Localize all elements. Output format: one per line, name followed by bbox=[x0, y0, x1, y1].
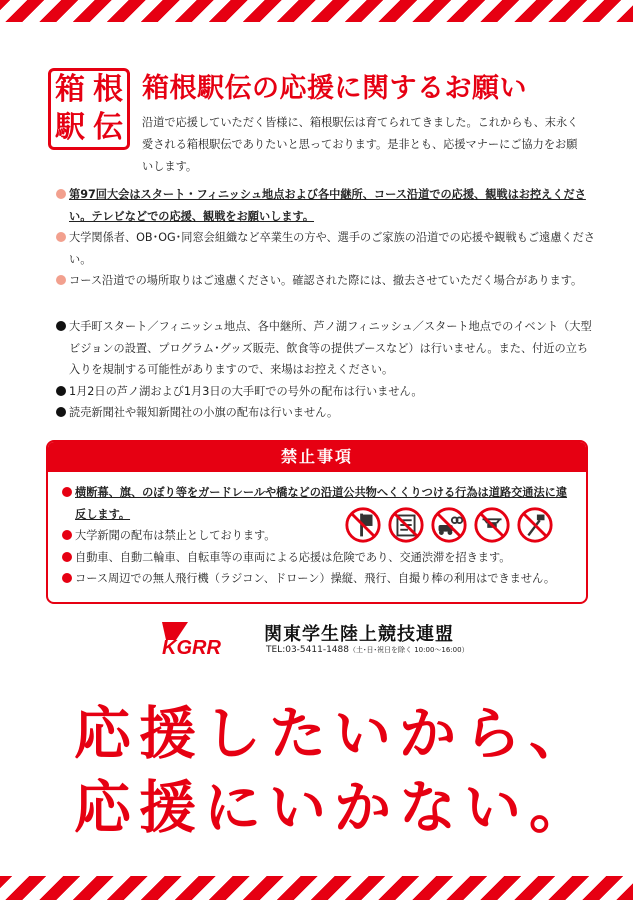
intro-text: 沿道で応援していただく皆様に、箱根駅伝は育てられてきました。これからも、末永く愛される箱根駅伝でありたいと思っております。是非とも、応援マナーにご協力をお願いします。 bbox=[142, 116, 579, 173]
list-item bbox=[56, 316, 596, 381]
organization-tel bbox=[266, 645, 469, 655]
list-item bbox=[56, 381, 596, 403]
notice-text: 読売新聞社や報知新聞社の小旗の配布は行いません。 bbox=[69, 406, 339, 419]
logo-char: 駅 bbox=[55, 110, 85, 145]
bullet-icon bbox=[56, 321, 66, 331]
tel-number: TEL:03-5411-1488 bbox=[266, 645, 349, 655]
notice-list bbox=[56, 316, 596, 424]
prohibited-box bbox=[46, 440, 588, 604]
no-vehicle-icon bbox=[430, 506, 468, 544]
list-item bbox=[62, 547, 577, 569]
prohibited-text: コース周辺での無人飛行機（ラジコン、ドローン）操縦、飛行、自撮り棒の利用はできません。 bbox=[75, 572, 556, 585]
top-hazard-stripe bbox=[0, 0, 633, 22]
prohibited-icons bbox=[344, 506, 554, 544]
page-title: 箱根駅伝の応援に関するお願い bbox=[142, 73, 527, 104]
list-item bbox=[56, 227, 596, 270]
hakone-ekiden-logo bbox=[48, 68, 130, 150]
no-drone-icon bbox=[473, 506, 511, 544]
kgrr-logo-text: KGRR bbox=[162, 637, 221, 658]
bullet-icon bbox=[62, 487, 72, 497]
request-text: 第97回大会はスタート・フィニッシュ地点および各中継所、コース沿道での応援、観戦はお控えください。テレビなどでの応援、観戦をお願いします。 bbox=[69, 188, 586, 223]
logo-char: 伝 bbox=[93, 110, 123, 145]
notice-text: 1月2日の芦ノ湖および1月3日の大手町での号外の配布は行いません。 bbox=[69, 384, 423, 398]
prohibited-title: 禁止事項 bbox=[48, 442, 586, 472]
list-item bbox=[56, 184, 596, 227]
list-item bbox=[62, 568, 577, 590]
slogan-line-2: 応援にいかない。 bbox=[74, 775, 594, 841]
list-item bbox=[56, 270, 596, 292]
list-item bbox=[56, 402, 596, 424]
bullet-icon bbox=[62, 530, 72, 540]
bottom-hazard-stripe bbox=[0, 876, 633, 900]
no-selfie-stick-icon bbox=[516, 506, 554, 544]
request-text: コース沿道での場所取りはご遠慮ください。確認された際には、撤去させていただく場合があります。 bbox=[69, 274, 583, 287]
request-text: 大学関係者、OB･OG･同窓会組織など卒業生の方や、選手のご家族の沿道での応援や観戦もご遠慮ください。 bbox=[69, 231, 595, 266]
bullet-icon bbox=[56, 275, 66, 285]
no-newspaper-icon bbox=[387, 506, 425, 544]
bullet-icon bbox=[56, 189, 66, 199]
bullet-icon bbox=[56, 386, 66, 396]
notice-text: 大手町スタート／フィニッシュ地点、各中継所、芦ノ湖フィニッシュ／スタート地点でのイベント（大型ビジョンの設置、プログラム･グッズ販売、飲食等の提供ブースなど）は行いません。また、付近の立ち入りを規制する可能性がありますので、来場はお控えください。 bbox=[69, 320, 592, 376]
bullet-icon bbox=[62, 573, 72, 583]
prohibited-text: 自動車、自動二輪車、自転車等の車両による応援は危険であり、交通渋滞を招きます。 bbox=[75, 550, 511, 564]
bullet-icon bbox=[56, 407, 66, 417]
organization-name: 関東学生陸上競技連盟 bbox=[264, 624, 454, 645]
bullet-icon bbox=[56, 232, 66, 242]
no-banner-icon bbox=[344, 506, 382, 544]
slogan-line-1: 応援したいから、 bbox=[74, 701, 594, 767]
prohibited-text: 横断幕、旗、のぼり等をガードレールや橋などの沿道公共物へくくりつける行為は道路交通法に違反します。 bbox=[75, 486, 568, 521]
tel-hours: （土･日･祝日を除く 10:00〜16:00） bbox=[349, 646, 469, 654]
logo-char: 根 bbox=[93, 72, 123, 107]
request-list bbox=[56, 184, 596, 292]
kgrr-logo bbox=[158, 618, 254, 658]
prohibited-text: 大学新聞の配布は禁止としております。 bbox=[75, 529, 276, 542]
logo-char: 箱 bbox=[55, 72, 85, 107]
bullet-icon bbox=[62, 552, 72, 562]
